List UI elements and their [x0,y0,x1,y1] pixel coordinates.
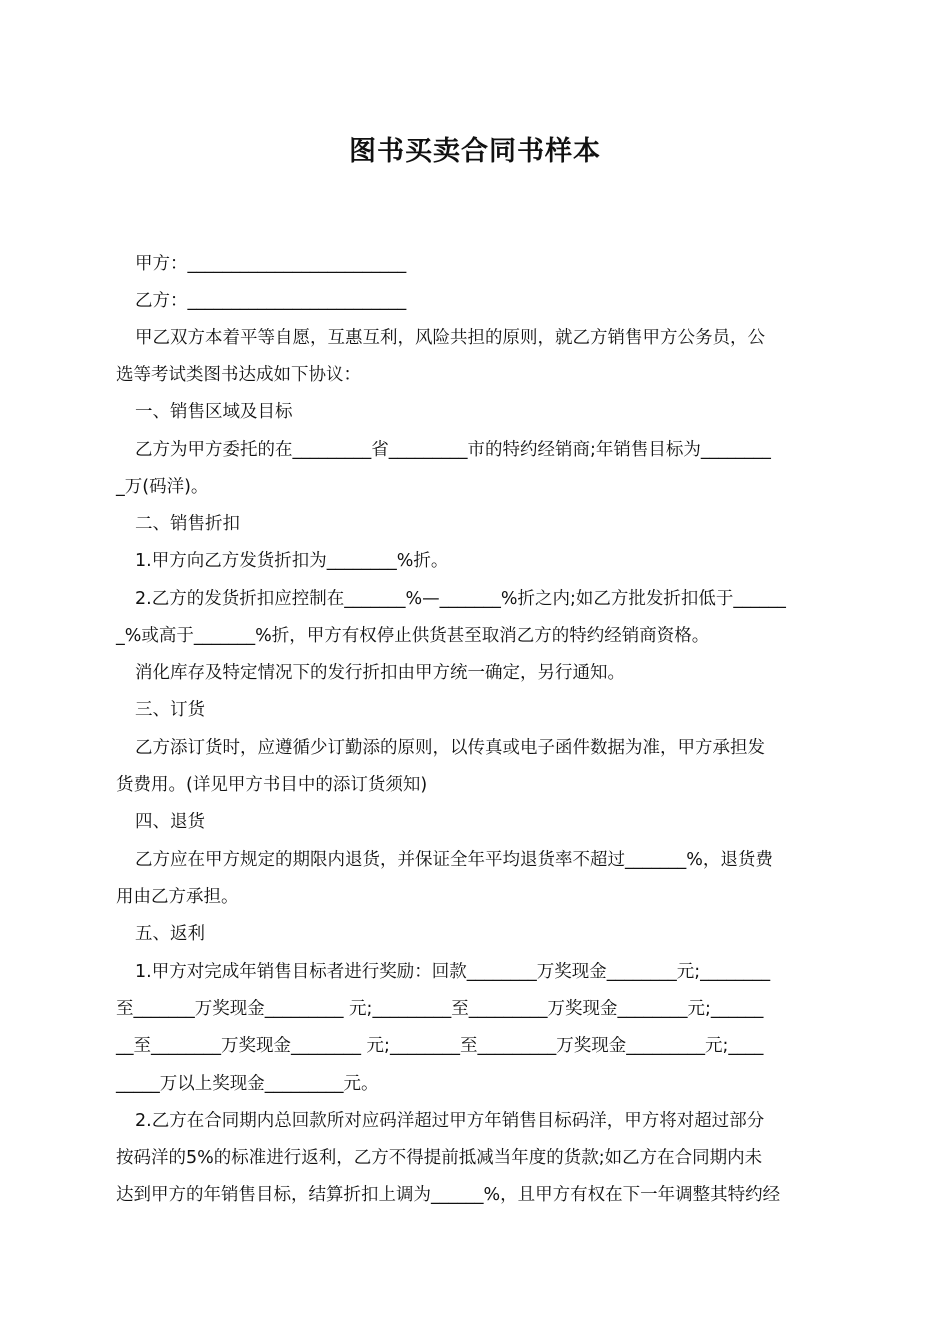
paragraph-line: 乙方为甲方委托的在_________省_________市的特约经销商;年销售目标为________ [135,440,771,460]
paragraph-line: 消化库存及特定情况下的发行折扣由甲方统一确定，另行通知。 [135,663,625,683]
paragraph-line: 2.乙方的发货折扣应控制在_______%—_______%折之内;如乙方批发折扣低于______ [135,589,786,609]
section-heading-2: 二、销售折扣 [135,514,240,534]
preamble-line-2: 选等考试类图书达成如下协议： [116,365,361,385]
section-heading-4: 四、退货 [135,812,205,832]
party-b-line: 乙方：_________________________ [135,291,407,311]
preamble-line-1: 甲乙双方本着平等自愿，互惠互利，风险共担的原则，就乙方销售甲方公务员，公 [135,328,765,348]
paragraph-line: 乙方添订货时，应遵循少订勤添的原则，以传真或电子函件数据为准，甲方承担发 [135,738,765,758]
paragraph-line: 用由乙方承担。 [116,887,239,907]
paragraph-line: _万(码洋)。 [116,477,209,497]
paragraph-line: 至_______万奖现金_________ 元;_________至_________万奖现金________元;______ [116,999,764,1019]
paragraph-line: 达到甲方的年销售目标，结算折扣上调为______%，且甲方有权在下一年调整其特约经 [116,1185,781,1205]
document-title: 图书买卖合同书样本 [349,136,601,167]
paragraph-line: 乙方应在甲方规定的期限内退货，并保证全年平均退货率不超过_______%，退货费 [135,850,773,870]
section-heading-1: 一、销售区域及目标 [135,402,293,422]
paragraph-line: 2.乙方在合同期内总回款所对应码洋超过甲方年销售目标码洋，甲方将对超过部分 [135,1111,765,1131]
section-heading-3: 三、订货 [135,700,205,720]
paragraph-line: _____万以上奖现金_________元。 [116,1074,379,1094]
paragraph-line: _%或高于_______%折，甲方有权停止供货甚至取消乙方的特约经销商资格。 [116,626,710,646]
paragraph-line: 货费用。(详见甲方书目中的添订货须知) [116,775,428,795]
paragraph-line: 1.甲方对完成年销售目标者进行奖励：回款________万奖现金________元;________ [135,962,771,982]
paragraph-line: __至________万奖现金________ 元;________至_________万奖现金_________元;____ [116,1036,764,1056]
paragraph-line: 按码洋的5%的标准进行返利，乙方不得提前抵减当年度的货款;如乙方在合同期内未 [116,1148,763,1168]
section-heading-5: 五、返利 [135,924,205,944]
party-a-line: 甲方：_________________________ [135,254,407,274]
paragraph-line: 1.甲方向乙方发货折扣为________%折。 [135,551,449,571]
